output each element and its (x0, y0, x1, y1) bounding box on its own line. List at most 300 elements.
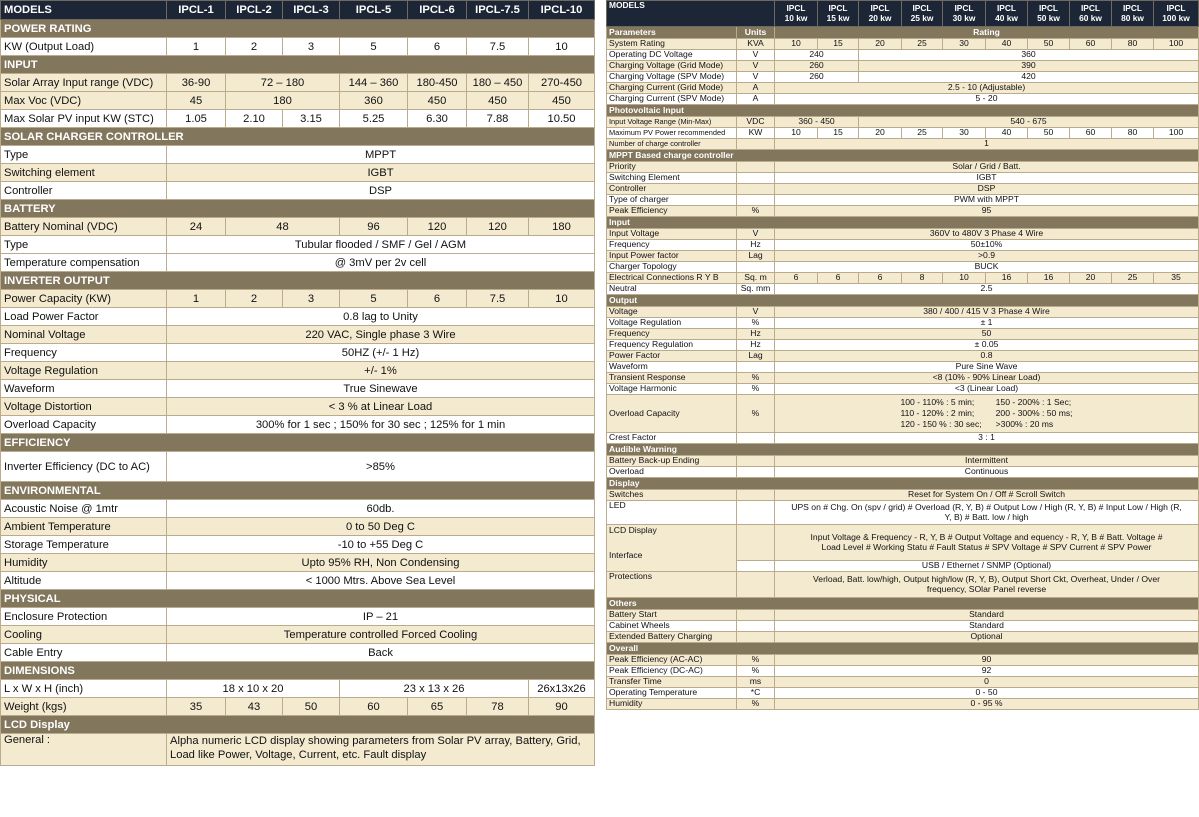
table-row (607, 467, 1199, 478)
row-unit: A (737, 94, 775, 105)
row-unit: Lag (737, 251, 775, 262)
model-prefix: IPCL (912, 3, 932, 14)
row-unit: V (737, 61, 775, 72)
cell-value: 100 (1154, 39, 1199, 50)
overload-line: >300% : 20 ms (995, 419, 1054, 430)
row-label: Peak Efficiency (DC-AC) (607, 666, 737, 677)
table-row (607, 284, 1199, 295)
section-input (1, 56, 595, 74)
cell-value: Back (167, 644, 595, 662)
section-environmental (1, 482, 595, 500)
cell-value: 10.50 (529, 110, 595, 128)
table-row (1, 344, 595, 362)
model-prefix: IPCL (828, 3, 848, 14)
row-unit (737, 139, 775, 150)
section-photovoltaic (607, 105, 1199, 117)
row-label: Weight (kgs) (1, 698, 167, 716)
model-prefix: IPCL (1122, 3, 1143, 14)
row-label: Electrical Connections R Y B (607, 273, 737, 284)
model-header-cell (943, 1, 986, 27)
table-row (607, 456, 1199, 467)
cell-value: 2 (226, 290, 283, 308)
cell-value: >0.9 (775, 251, 1199, 262)
cell-value: Continuous (775, 467, 1199, 478)
cell-value: 450 (408, 92, 467, 110)
row-label: Waveform (607, 362, 737, 373)
cell-value: 6 (408, 38, 467, 56)
table-row (607, 610, 1199, 621)
cell-value: 92 (775, 666, 1199, 677)
model-ipcl-3: IPCL-3 (283, 1, 340, 20)
table-row (607, 50, 1199, 61)
section-title: MPPT Based charge controller (607, 150, 1199, 162)
cell-value: 3 (283, 290, 340, 308)
table-row (607, 699, 1199, 710)
table-row (1, 572, 595, 590)
row-unit: % (737, 206, 775, 217)
overload-lines (777, 397, 1196, 431)
cell-value: Tubular flooded / SMF / Gel / AGM (167, 236, 595, 254)
cell-value: 1.05 (167, 110, 226, 128)
model-size: 100 kw (1162, 12, 1190, 23)
row-unit (737, 561, 775, 572)
cell-value: +/- 1% (167, 362, 595, 380)
cell-value: 6 (408, 290, 467, 308)
cell-value: 0.8 lag to Unity (167, 308, 595, 326)
section-title: DIMENSIONS (1, 662, 595, 680)
table-row (607, 262, 1199, 273)
cell-value: 35 (1154, 273, 1199, 284)
table-row (607, 273, 1199, 284)
table-row (607, 340, 1199, 351)
cell-value: 3.15 (283, 110, 340, 128)
cell-value: 90 (775, 655, 1199, 666)
table-row (1, 452, 595, 482)
overload-col-right (996, 397, 1073, 431)
model-size: 40 kw (995, 12, 1018, 23)
cell-value: 50±10% (775, 240, 1199, 251)
row-label: Cabinet Wheels (607, 621, 737, 632)
row-label: Type (1, 236, 167, 254)
protections-description: Verload, Batt. low/high, Output high/low (R, Y, B), Output Short Ckt, Overheat, Under / Over frequency, SOlar Panel reverse (775, 572, 1199, 598)
spec-table-right (606, 0, 1199, 710)
table-row (607, 206, 1199, 217)
cell-value: ± 1 (775, 318, 1199, 329)
row-unit (737, 433, 775, 444)
row-unit: ms (737, 677, 775, 688)
table-row (607, 632, 1199, 643)
cell-value: Intermittent (775, 456, 1199, 467)
cell-value: 96 (340, 218, 408, 236)
cell-value: 60 (340, 698, 408, 716)
cell-value: 450 (467, 92, 529, 110)
row-unit (737, 501, 775, 525)
cell-value: 60 (1070, 39, 1112, 50)
cell-value: Temperature controlled Forced Cooling (167, 626, 595, 644)
row-label: LED (607, 501, 737, 525)
table-row (1, 536, 595, 554)
model-header-cell (859, 1, 902, 27)
parameters-header-row (607, 27, 1199, 39)
table-row (1, 698, 595, 716)
rating-label: Rating (775, 27, 1199, 39)
table-row (1, 626, 595, 644)
row-label: Max Voc (VDC) (1, 92, 167, 110)
cell-value: 144 – 360 (340, 74, 408, 92)
cell-value: 390 (859, 61, 1199, 72)
cell-value: 30 (943, 128, 986, 139)
cell-value: 1 (167, 38, 226, 56)
model-prefix: IPCL (1166, 3, 1186, 14)
cell-value: 5 (340, 38, 408, 56)
row-label: Battery Start (607, 610, 737, 621)
section-title: Output (607, 295, 1199, 307)
row-unit: Hz (737, 329, 775, 340)
row-unit (737, 572, 775, 598)
section-physical (1, 590, 595, 608)
section-title: Others (607, 598, 1199, 610)
row-label: Operating DC Voltage (607, 50, 737, 61)
table-row (607, 621, 1199, 632)
row-unit: % (737, 666, 775, 677)
row-label: KW (Output Load) (1, 38, 167, 56)
overload-line: 200 - 300% : 50 ms; (995, 407, 1073, 418)
model-size: 15 kw (826, 12, 850, 23)
row-label: Battery Back-up Ending (607, 456, 737, 467)
row-label: System Rating (607, 39, 737, 50)
cell-value: 7.5 (467, 290, 529, 308)
row-unit (737, 610, 775, 621)
cell-value: 7.88 (467, 110, 529, 128)
table-row (607, 373, 1199, 384)
cell-value: < 3 % at Linear Load (167, 398, 595, 416)
cell-value: 420 (859, 72, 1199, 83)
row-label: Switching Element (607, 173, 737, 184)
cell-value: 40 (986, 128, 1028, 139)
row-label: Inverter Efficiency (DC to AC) (1, 452, 167, 482)
model-ipcl-7-5: IPCL-7.5 (467, 1, 529, 20)
section-title: EFFICIENCY (1, 434, 595, 452)
model-header-cell (818, 1, 859, 27)
table-row (607, 490, 1199, 501)
cell-value: 5 - 20 (775, 94, 1199, 105)
row-label: Humidity (607, 699, 737, 710)
model-header-cell (1028, 1, 1070, 27)
table-row (607, 384, 1199, 395)
model-size: 60 kw (1079, 12, 1102, 23)
cell-value: 180 – 450 (467, 74, 529, 92)
row-label: Storage Temperature (1, 536, 167, 554)
cell-value: 48 (226, 218, 340, 236)
row-label: Cable Entry (1, 644, 167, 662)
section-efficiency (1, 434, 595, 452)
cell-value: Pure Sine Wave (775, 362, 1199, 373)
row-label: Voltage Regulation (607, 318, 737, 329)
cell-value: 26x13x26 (529, 680, 595, 698)
cell-value: 450 (529, 92, 595, 110)
row-label: Type of charger (607, 195, 737, 206)
cell-value: 120 (408, 218, 467, 236)
units-label: Units (737, 27, 775, 39)
table-row (1, 290, 595, 308)
cell-value: 65 (408, 698, 467, 716)
cell-value: 43 (226, 698, 283, 716)
cell-value: <3 (Linear Load) (775, 384, 1199, 395)
cell-value: Reset for System On / Off # Scroll Switch (775, 490, 1199, 501)
section-title: POWER RATING (1, 20, 595, 38)
overload-line: 120 - 150 % : 30 sec; (900, 419, 982, 430)
model-size: 80 kw (1121, 12, 1144, 23)
cell-value: 35 (167, 698, 226, 716)
section-inverter-output (1, 272, 595, 290)
cell-value: 16 (986, 273, 1028, 284)
row-label: Solar Array Input range (VDC) (1, 74, 167, 92)
cell-value: ± 0.05 (775, 340, 1199, 351)
cell-value: 5 (340, 290, 408, 308)
row-label: Frequency Regulation (607, 340, 737, 351)
table-row (607, 666, 1199, 677)
row-unit: % (737, 395, 775, 433)
table-row (1, 518, 595, 536)
row-label: Transient Response (607, 373, 737, 384)
cell-value: 2.10 (226, 110, 283, 128)
row-label: Altitude (1, 572, 167, 590)
model-size: 20 kw (868, 12, 892, 23)
row-label: Transfer Time (607, 677, 737, 688)
cell-value: Standard (775, 610, 1199, 621)
table-row (1, 164, 595, 182)
cell-value: 0 - 95 % (775, 699, 1199, 710)
row-label: Crest Factor (607, 433, 737, 444)
cell-value: 260 (775, 72, 859, 83)
cell-value: 100 (1154, 128, 1199, 139)
cell-value: 24 (167, 218, 226, 236)
section-mppt (607, 150, 1199, 162)
row-label: Battery Nominal (VDC) (1, 218, 167, 236)
section-audible-warning (607, 444, 1199, 456)
table-row (607, 173, 1199, 184)
model-header-cell (902, 1, 943, 27)
section-battery (1, 200, 595, 218)
table-row (1, 644, 595, 662)
table-row (607, 94, 1199, 105)
cell-value: 6 (859, 273, 902, 284)
lcd-interface-labels (607, 525, 737, 572)
row-unit: % (737, 655, 775, 666)
section-others (607, 598, 1199, 610)
cell-value: 0 to 50 Deg C (167, 518, 595, 536)
table-row (607, 162, 1199, 173)
model-size: 30 kw (952, 12, 976, 23)
row-label: Input Power factor (607, 251, 737, 262)
row-unit (737, 632, 775, 643)
model-prefix: IPCL (870, 3, 890, 14)
row-unit: VDC (737, 117, 775, 128)
cell-value: 20 (859, 128, 902, 139)
table-row (607, 351, 1199, 362)
cell-value: -10 to +55 Deg C (167, 536, 595, 554)
row-label: Frequency (607, 240, 737, 251)
cell-value: 220 VAC, Single phase 3 Wire (167, 326, 595, 344)
row-label: Input Voltage (607, 229, 737, 240)
cell-value: 300% for 1 sec ; 150% for 30 sec ; 125% for 1 min (167, 416, 595, 434)
row-label: Frequency (1, 344, 167, 362)
section-title: SOLAR CHARGER CONTROLLER (1, 128, 595, 146)
lcd-description: Input Voltage & Frequency - R, Y, B # Output Voltage and equency - R, Y, B # Batt. Voltage # Load Level # Working Statu # Fault Status # SPV Voltage # SPV Current # SPV Power (775, 525, 1199, 561)
cell-value: 80 (1112, 39, 1154, 50)
model-size: 10 kw (784, 12, 808, 23)
row-unit: % (737, 384, 775, 395)
cell-value: 6 (775, 273, 818, 284)
cell-value: 7.5 (467, 38, 529, 56)
section-title: INPUT (1, 56, 595, 74)
cell-value: PWM with MPPT (775, 195, 1199, 206)
overload-col-left (900, 397, 981, 431)
row-label: Ambient Temperature (1, 518, 167, 536)
cell-value: 50 (1028, 39, 1070, 50)
row-unit: Sq. m (737, 273, 775, 284)
table-row (607, 395, 1199, 433)
cell-value: True Sinewave (167, 380, 595, 398)
cell-value: 78 (467, 698, 529, 716)
row-label: Peak Efficiency (AC-AC) (607, 655, 737, 666)
table-row (607, 318, 1199, 329)
cell-value: 180 (226, 92, 340, 110)
cell-value: 90 (529, 698, 595, 716)
table-row (607, 128, 1199, 139)
row-unit: A (737, 83, 775, 94)
section-title: LCD Display (1, 716, 595, 734)
table-row (607, 39, 1199, 50)
row-label: Acoustic Noise @ 1mtr (1, 500, 167, 518)
row-unit (737, 525, 775, 561)
cell-value: 50 (1028, 128, 1070, 139)
row-unit (737, 162, 775, 173)
cell-value: 30 (943, 39, 986, 50)
row-label: Maximum PV Power recommended (607, 128, 737, 139)
cell-value: 120 (467, 218, 529, 236)
table-row (607, 433, 1199, 444)
table-row (607, 139, 1199, 150)
row-unit: V (737, 307, 775, 318)
row-label: Frequency (607, 329, 737, 340)
cell-value: <8 (10% - 90% Linear Load) (775, 373, 1199, 384)
cell-value: 0 - 50 (775, 688, 1199, 699)
cell-value: 0 (775, 677, 1199, 688)
model-header-cell (1112, 1, 1154, 27)
table-row (607, 195, 1199, 206)
cell-value: 15 (818, 128, 859, 139)
section-title: Display (607, 478, 1199, 490)
cell-value: DSP (167, 182, 595, 200)
row-label: Type (1, 146, 167, 164)
lcd-description: Alpha numeric LCD display showing parameters from Solar PV array, Battery, Grid, Load like Power, Voltage, Current, etc. Fault display (167, 734, 595, 766)
row-unit (737, 262, 775, 273)
row-unit (737, 456, 775, 467)
model-ipcl-2: IPCL-2 (226, 1, 283, 20)
table-row (1, 362, 595, 380)
cell-value: 5.25 (340, 110, 408, 128)
cell-value: 72 – 180 (226, 74, 340, 92)
model-prefix: IPCL (1080, 3, 1101, 14)
row-label: Charging Current (SPV Mode) (607, 94, 737, 105)
table-row (607, 362, 1199, 373)
cell-value: DSP (775, 184, 1199, 195)
cell-value: 0.8 (775, 351, 1199, 362)
row-label: Voltage Distortion (1, 398, 167, 416)
cell-value: 540 - 675 (859, 117, 1199, 128)
cell-value: IP – 21 (167, 608, 595, 626)
table-row (607, 307, 1199, 318)
row-unit: Lag (737, 351, 775, 362)
cell-value: 6 (818, 273, 859, 284)
cell-value: 240 (775, 50, 859, 61)
model-ipcl-10: IPCL-10 (529, 1, 595, 20)
row-label: General : (1, 734, 167, 766)
section-display (607, 478, 1199, 490)
table-row (607, 677, 1199, 688)
row-label-interface: Interface (609, 549, 643, 560)
cell-value: 25 (902, 39, 943, 50)
cell-value: 23 x 13 x 26 (340, 680, 529, 698)
section-dimensions (1, 662, 595, 680)
three-phase-spec-table (606, 0, 1198, 710)
table-row (1, 398, 595, 416)
section-lcd-display (1, 716, 595, 734)
row-label: Overload Capacity (607, 395, 737, 433)
cell-value: 10 (529, 290, 595, 308)
cell-value: 80 (1112, 128, 1154, 139)
cell-value: Solar / Grid / Batt. (775, 162, 1199, 173)
cell-value: IGBT (167, 164, 595, 182)
cell-value: USB / Ethernet / SNMP (Optional) (775, 561, 1199, 572)
cell-value: Upto 95% RH, Non Condensing (167, 554, 595, 572)
table-row (607, 240, 1199, 251)
row-label: Cooling (1, 626, 167, 644)
row-label: Max Solar PV input KW (STC) (1, 110, 167, 128)
table-row (607, 61, 1199, 72)
model-header-cell (775, 1, 818, 27)
overload-line: 100 - 110% : 5 min; (900, 396, 975, 407)
cell-value: 60 (1070, 128, 1112, 139)
model-header-cell (986, 1, 1028, 27)
overload-cell (775, 395, 1199, 433)
cell-value: 50 (775, 329, 1199, 340)
row-unit: % (737, 318, 775, 329)
row-unit: V (737, 229, 775, 240)
cell-value: < 1000 Mtrs. Above Sea Level (167, 572, 595, 590)
cell-value: 15 (818, 39, 859, 50)
cell-value: 360V to 480V 3 Phase 4 Wire (775, 229, 1199, 240)
section-solar-charger (1, 128, 595, 146)
row-unit (737, 362, 775, 373)
cell-value: 8 (902, 273, 943, 284)
cell-value: >85% (167, 452, 595, 482)
row-label: Peak Efficiency (607, 206, 737, 217)
section-power-rating (1, 20, 595, 38)
section-title: ENVIRONMENTAL (1, 482, 595, 500)
table-row (607, 229, 1199, 240)
row-label: Charging Voltage (SPV Mode) (607, 72, 737, 83)
section-title: Input (607, 217, 1199, 229)
cell-value: 36-90 (167, 74, 226, 92)
row-label: Humidity (1, 554, 167, 572)
table-row (607, 72, 1199, 83)
overload-line: 150 - 200% : 1 Sec; (995, 396, 1072, 407)
cell-value: 6.30 (408, 110, 467, 128)
cell-value: MPPT (167, 146, 595, 164)
row-label: Overload Capacity (1, 416, 167, 434)
